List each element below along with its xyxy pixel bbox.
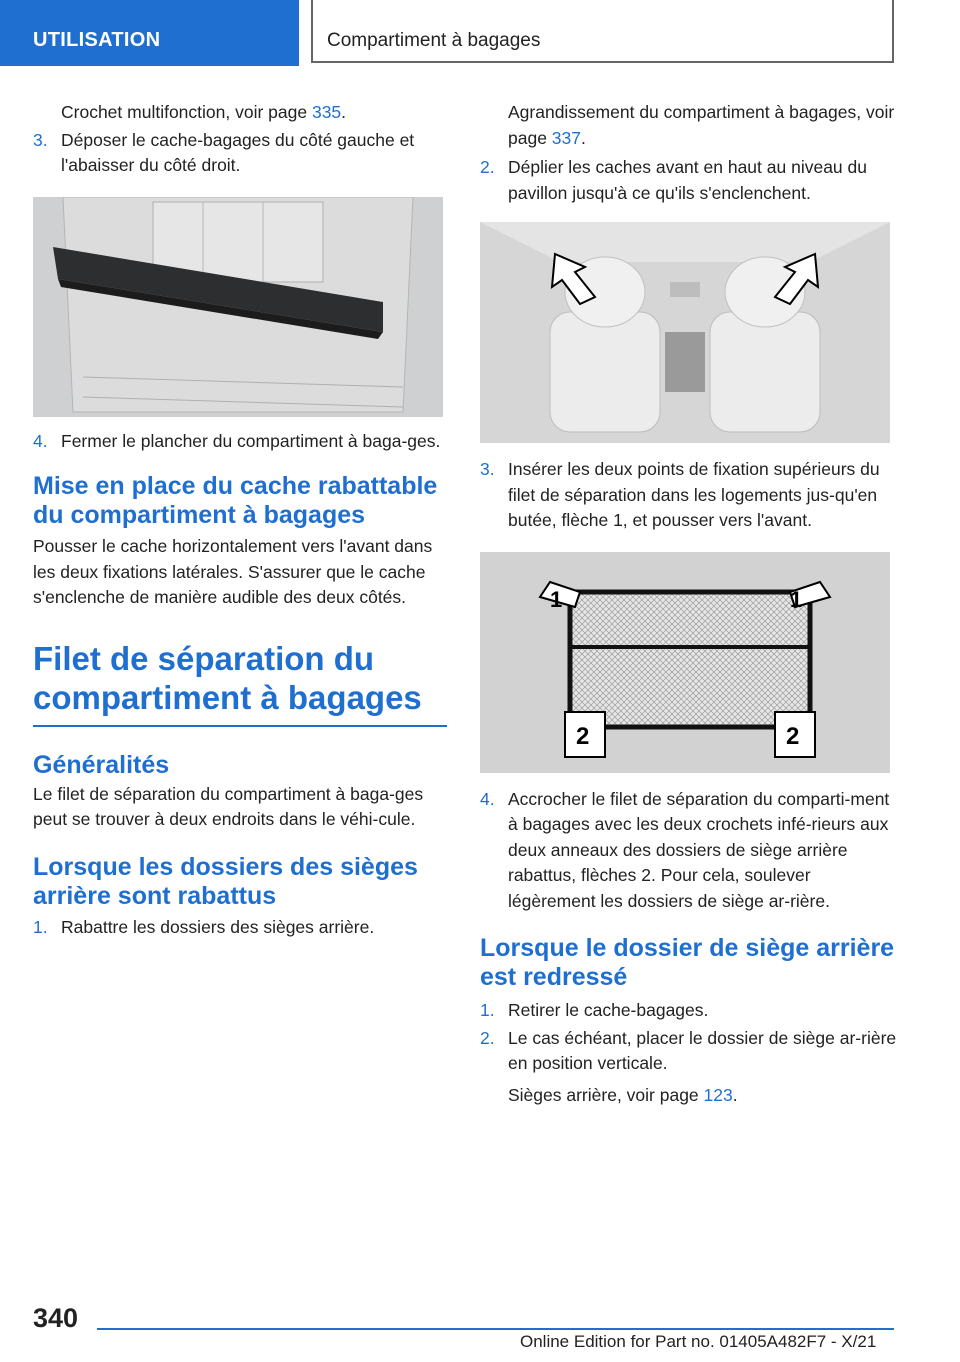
paragraph: Le filet de séparation du compartiment à baga-ges peut se trouver à deux endroits dans le véhi-cule. <box>33 783 424 829</box>
heading-rule <box>33 725 447 727</box>
step-item <box>33 915 447 941</box>
step-number: 4. <box>480 788 495 809</box>
step-item <box>33 128 447 179</box>
page-link[interactable]: 123 <box>703 1084 733 1105</box>
chapter-title-box <box>311 0 894 63</box>
step-number: 2. <box>480 157 495 177</box>
step-number: 2. <box>480 1027 495 1048</box>
step-item <box>480 457 900 534</box>
step-text: Rabattre les dossiers des sièges arrière. <box>61 916 375 937</box>
page-link[interactable]: 337 <box>551 127 581 148</box>
step-text: Fermer le plancher du compartiment à baga-ges. <box>61 430 441 451</box>
arrow-label-1: 1 <box>550 586 563 612</box>
step-number: 1. <box>480 1000 495 1020</box>
step-item <box>480 1026 900 1077</box>
arrow-label-2: 2 <box>786 722 800 750</box>
section-heading: Lorsque les dossiers des sièges arrière sont rabattus <box>33 852 418 910</box>
step-text: Accrocher le filet de séparation du comparti-ment à bagages avec les deux crochets infé-rieurs aux deux anneaux des dossiers de siège arrière rabattus, flèches 2. Pour cela, soulever légèrement les dossiers de siège ar-rière. <box>508 788 890 911</box>
step-item <box>33 429 447 455</box>
footer-rule <box>97 1328 894 1330</box>
continued-text: Crochet multifonction, voir page 335. <box>61 102 347 122</box>
chapter-heading: Filet de séparation du compartiment à bagages <box>33 639 422 716</box>
trunk-cover-illustration <box>33 197 443 417</box>
net-install-illustration <box>480 552 890 773</box>
step-number: 3. <box>33 129 48 150</box>
step-text: Le cas échéant, placer le dossier de siège ar-rière en position verticale. <box>508 1027 897 1073</box>
step-text: Insérer les deux points de fixation supérieurs du filet de séparation dans les logements jus-qu'en butée, flèche 1, et pousser vers l'avant. <box>508 459 880 530</box>
arrow-label-1: 1 <box>790 586 803 612</box>
continued-text: Agrandissement du compartiment à bagages, voir page 337. <box>508 102 895 148</box>
step-item <box>480 155 900 206</box>
page-link[interactable]: 335 <box>311 102 342 122</box>
step-text: Déplier les caches avant en haut au niveau du pavillon jusqu'à ce qu'ils s'enclenchent. <box>508 157 867 203</box>
step-number: 1. <box>33 916 48 937</box>
arrow-label-2: 2 <box>576 722 590 750</box>
section-heading: Lorsque le dossier de siège arrière est redressé <box>480 934 895 991</box>
figure-net-install <box>480 552 890 773</box>
step-number: 4. <box>33 430 48 451</box>
step-number: 3. <box>480 459 495 479</box>
figure-trunk-cover <box>33 197 443 417</box>
right-column <box>480 100 900 1108</box>
upper-mounts-illustration <box>480 222 890 443</box>
page-number: 340 <box>33 1303 79 1333</box>
step-item <box>480 998 900 1024</box>
left-column <box>33 100 447 940</box>
figure-upper-mounts <box>480 222 890 443</box>
chapter-title: Compartiment à bagages <box>327 30 541 51</box>
section-heading: Mise en place du cache rabattable du compartiment à bagages <box>33 472 438 529</box>
step-text: Retirer le cache-bagages. <box>508 1000 709 1020</box>
step-text: Déposer le cache-bagages du côté gauche et l'abaisser du côté droit. <box>61 129 415 175</box>
paragraph: Pousser le cache horizontalement vers l'avant dans les deux fixations latérales. S'assurer que le cache s'enclenche de manière audible des deux côtés. <box>33 536 433 607</box>
footer-edition: Online Edition for Part no. 01405A482F7 - X/21 <box>520 1332 877 1351</box>
section-label: UTILISATION <box>33 29 161 51</box>
section-heading: Généralités <box>33 750 170 779</box>
cross-reference: Sièges arrière, voir page 123. <box>508 1084 738 1105</box>
section-tab <box>0 0 299 66</box>
step-item <box>480 787 900 915</box>
